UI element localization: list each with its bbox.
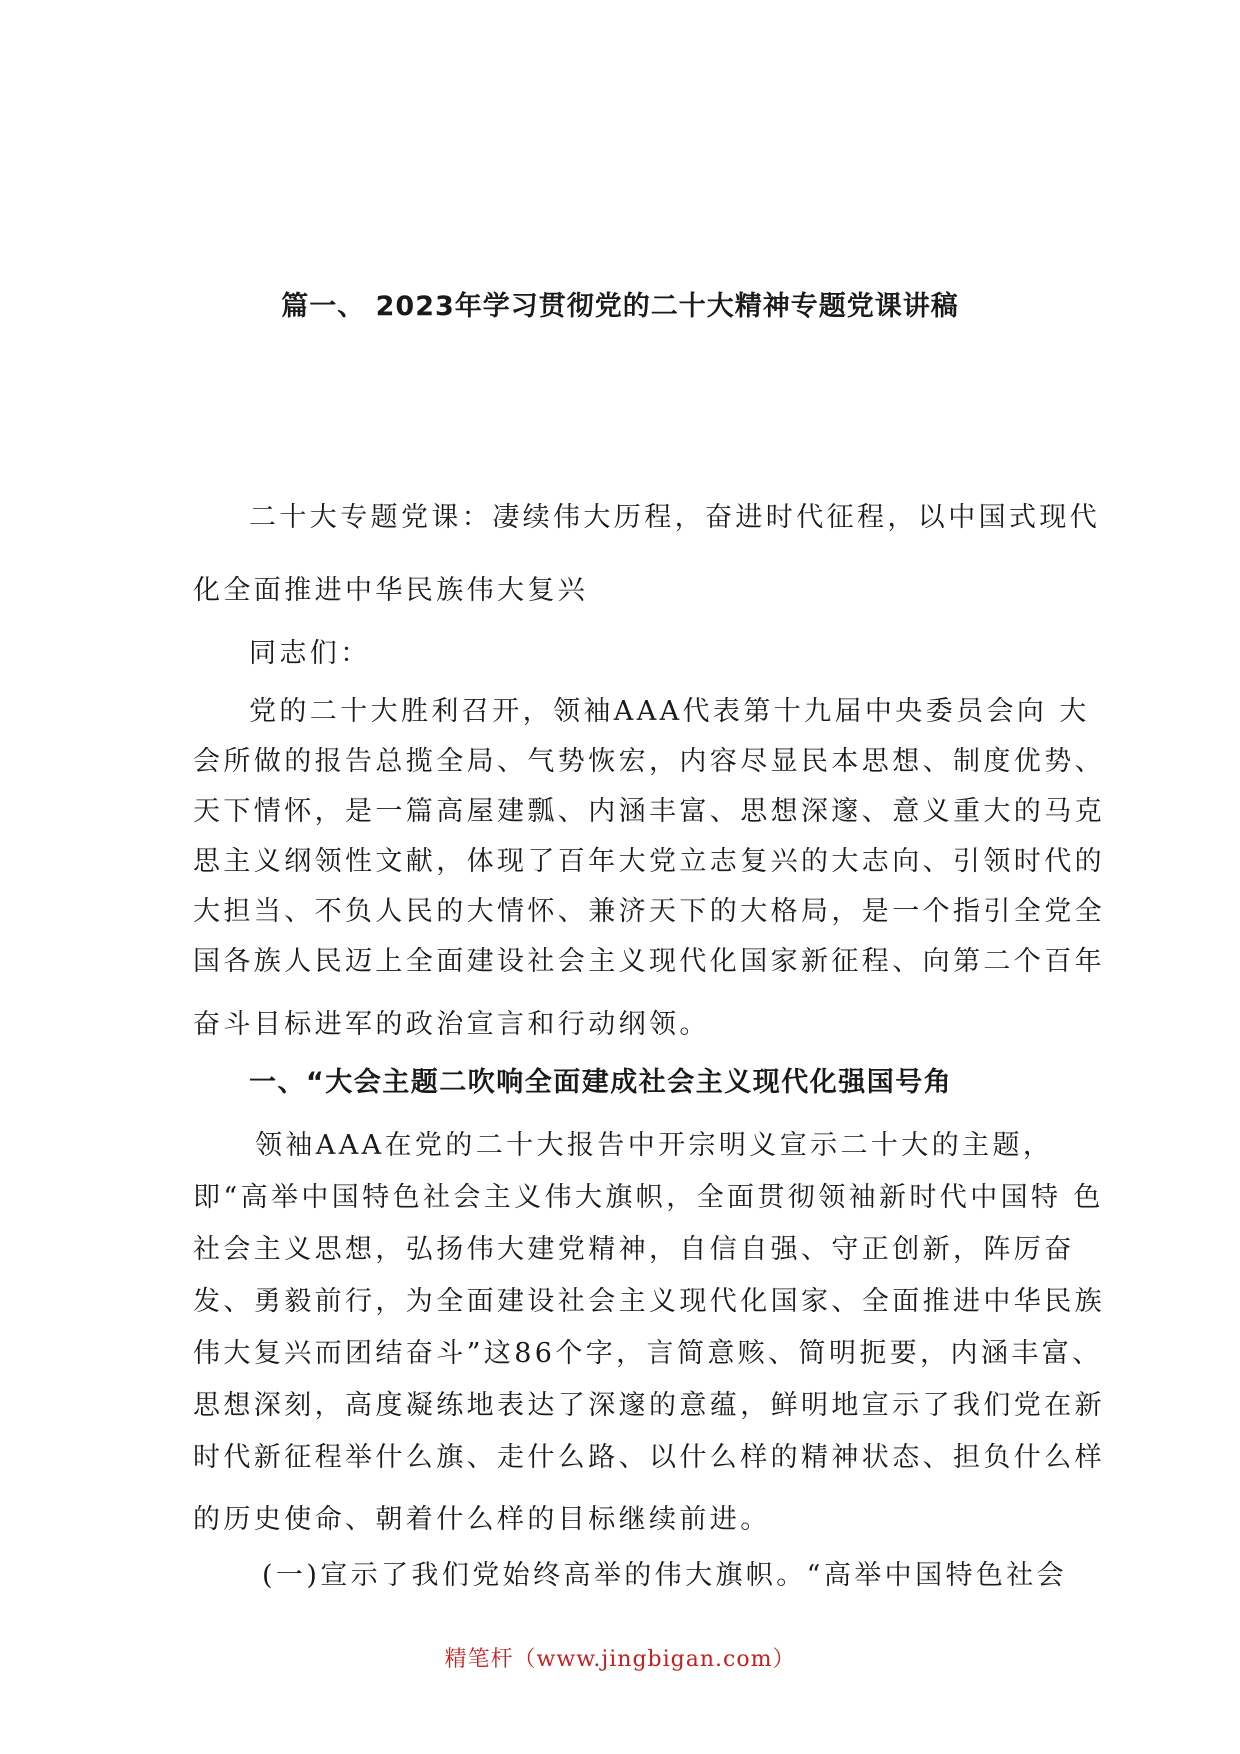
paragraph-line: 奋斗目标进军的政治宣言和行动纲领。 [193,1009,710,1040]
paragraph-line: 天下情怀，是一篇高屋建瓢、内涵丰富、思想深邃、意义重大的马克 [193,796,1105,827]
paragraph-line: 即“高举中国特色社会主义伟大旗帜，全面贯彻领袖新时代中国特 色 [193,1182,1104,1213]
document-title: 篇一、 2023年学习贯彻党的二十大精神专题党课讲稿 [281,291,959,322]
paragraph-line: 领袖AAA在党的二十大报告中开宗明义宣示二十大的主题， [255,1130,1054,1161]
paragraph-line: 国各族人民迈上全面建设社会主义现代化国家新征程、向第二个百年 [193,946,1105,977]
subsection-line: (一)宣示了我们党始终高举的伟大旗帜。“高举中国特色社会 [262,1560,1068,1591]
paragraph-line: 会所做的报告总揽全局、气势恢宏，内容尽显民本思想、制度优势、 [193,746,1105,777]
paragraph-line: 的历史使命、朝着什么样的目标继续前进。 [193,1504,771,1535]
paragraph-line: 大担当、不负人民的大情怀、兼济天下的大格局，是一个指引全党全 [193,896,1105,927]
paragraph-line: 伟大复兴而团结奋斗”这86个字，言简意赅、简明扼要，内涵丰富、 [193,1338,1103,1369]
footer-watermark-link[interactable]: 精笔杆（www.jingbigan.com） [444,1647,796,1672]
paragraph-line: 思主义纲领性文献，体现了百年大党立志复兴的大志向、引领时代的 [193,846,1105,877]
paragraph-line: 发、勇毅前行，为全面建设社会主义现代化国家、全面推进中华民族 [193,1286,1105,1317]
section-heading: 一、“大会主题二吹响全面建成社会主义现代化强国号角 [249,1067,953,1098]
subtitle-line-2: 化全面推进中华民族伟大复兴 [193,575,589,606]
paragraph-line: 党的二十大胜利召开，领袖AAA代表第十九届中央委员会向 大 [249,696,1090,727]
salutation: 同志们： [249,638,371,669]
paragraph-line: 社会主义思想，弘扬伟大建党精神，自信自强、守正创新，阵厉奋 [193,1234,1075,1265]
paragraph-line: 思想深刻，高度凝练地表达了深邃的意蕴，鲜明地宣示了我们党在新 [193,1390,1105,1421]
paragraph-line: 时代新征程举什么旗、走什么路、以什么样的精神状态、担负什么样 [193,1442,1105,1473]
subtitle-line-1: 二十大专题党课：凄续伟大历程，奋进时代征程，以中国式现代 [249,502,1101,533]
